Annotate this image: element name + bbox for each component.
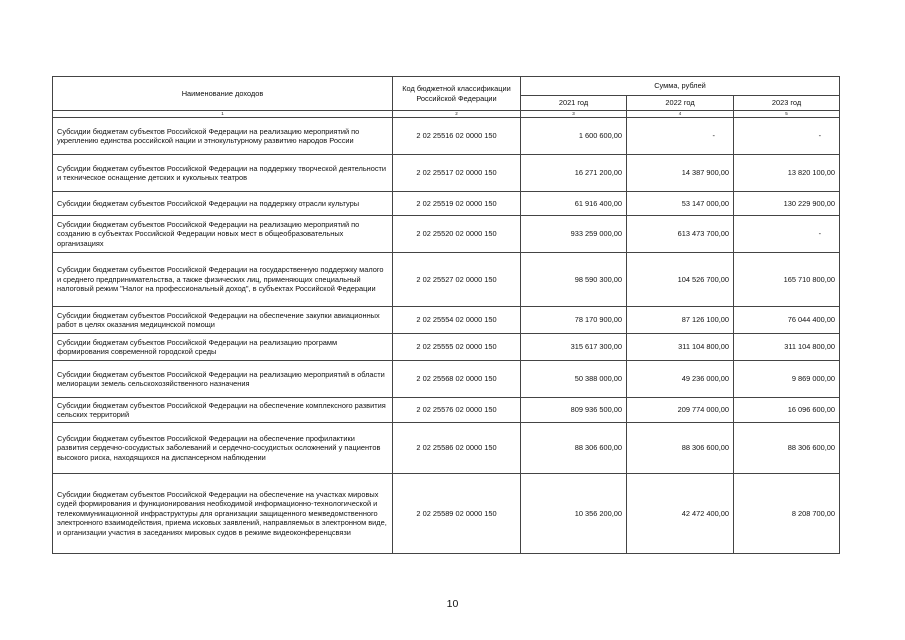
budget-code-cell: 2 02 25589 02 0000 150 — [393, 474, 521, 554]
table-row — [53, 253, 840, 307]
amount-2023-cell: 16 096 600,00 — [734, 398, 840, 423]
amount-2022-cell: 42 472 400,00 — [627, 474, 734, 554]
amount-2021-cell: 88 306 600,00 — [521, 423, 627, 474]
budget-code-cell: 2 02 25586 02 0000 150 — [393, 423, 521, 474]
budget-code-cell: 2 02 25519 02 0000 150 — [393, 192, 521, 216]
amount-2023-cell: 8 208 700,00 — [734, 474, 840, 554]
amount-2021-cell: 10 356 200,00 — [521, 474, 627, 554]
header-year-2023: 2023 год — [734, 96, 840, 111]
amount-2022-cell: 49 236 000,00 — [627, 361, 734, 398]
table-row — [53, 334, 840, 361]
amount-2021-cell: 16 271 200,00 — [521, 155, 627, 192]
amount-2022-cell: 88 306 600,00 — [627, 423, 734, 474]
amount-2023-cell: 76 044 400,00 — [734, 307, 840, 334]
amount-2023-cell: 9 869 000,00 — [734, 361, 840, 398]
table-row — [53, 216, 840, 253]
header-budget-code: Код бюджетной классификации Российской Федерации — [393, 77, 521, 111]
column-number: 4 — [627, 111, 734, 118]
budget-code-cell: 2 02 25554 02 0000 150 — [393, 307, 521, 334]
amount-2023-cell: 311 104 800,00 — [734, 334, 840, 361]
header-year-2022: 2022 год — [627, 96, 734, 111]
amount-2023-cell: 130 229 900,00 — [734, 192, 840, 216]
amount-2021-cell: 50 388 000,00 — [521, 361, 627, 398]
column-number: 2 — [393, 111, 521, 118]
amount-2021-cell: 78 170 900,00 — [521, 307, 627, 334]
amount-2021-cell: 98 590 300,00 — [521, 253, 627, 307]
column-number: 5 — [734, 111, 840, 118]
revenue-name-cell: Субсидии бюджетам субъектов Российской Федерации на обеспечение закупки авиационных работ в целях оказания медицинской помощи — [53, 307, 393, 334]
budget-code-cell: 2 02 25517 02 0000 150 — [393, 155, 521, 192]
revenue-name-cell: Субсидии бюджетам субъектов Российской Федерации на реализацию мероприятий по укреплению единства российской нации и этнокультурному развитию народов России — [53, 118, 393, 155]
table-row — [53, 307, 840, 334]
amount-2021-cell: 315 617 300,00 — [521, 334, 627, 361]
table-row — [53, 361, 840, 398]
amount-2023-cell: 88 306 600,00 — [734, 423, 840, 474]
amount-2022-cell: 311 104 800,00 — [627, 334, 734, 361]
amount-2021-cell: 933 259 000,00 — [521, 216, 627, 253]
amount-2022-cell: - — [627, 118, 734, 155]
revenue-name-cell: Субсидии бюджетам субъектов Российской Федерации на поддержку отрасли культуры — [53, 192, 393, 216]
budget-code-cell: 2 02 25516 02 0000 150 — [393, 118, 521, 155]
revenue-name-cell: Субсидии бюджетам субъектов Российской Федерации на поддержку творческой деятельности и техническое оснащение детских и кукольных театров — [53, 155, 393, 192]
budget-code-cell: 2 02 25576 02 0000 150 — [393, 398, 521, 423]
budget-code-cell: 2 02 25568 02 0000 150 — [393, 361, 521, 398]
budget-code-cell: 2 02 25527 02 0000 150 — [393, 253, 521, 307]
column-number: 1 — [53, 111, 393, 118]
header-year-2021: 2021 год — [521, 96, 627, 111]
page-number: 10 — [446, 598, 459, 610]
amount-2023-cell: 13 820 100,00 — [734, 155, 840, 192]
table-row — [53, 155, 840, 192]
amount-2023-cell: - — [734, 216, 840, 253]
column-number: 3 — [521, 111, 627, 118]
revenue-name-cell: Субсидии бюджетам субъектов Российской Федерации на реализацию мероприятий по созданию в субъектах Российской Федерации новых мест в общеобразовательных организациях — [53, 216, 393, 253]
revenue-name-cell: Субсидии бюджетам субъектов Российской Федерации на государственную поддержку малого и среднего предпринимательства, а также физических лиц, применяющих специальный налоговый режим "Налог на профессиональный доход", в субъектах Российской Федерации — [53, 253, 393, 307]
amount-2023-cell: - — [734, 118, 840, 155]
amount-2022-cell: 14 387 900,00 — [627, 155, 734, 192]
table-row — [53, 423, 840, 474]
revenue-name-cell: Субсидии бюджетам субъектов Российской Федерации на реализацию мероприятий в области мелиорации земель сельскохозяйственного назначения — [53, 361, 393, 398]
amount-2022-cell: 613 473 700,00 — [627, 216, 734, 253]
revenue-table — [52, 76, 840, 554]
amount-2022-cell: 104 526 700,00 — [627, 253, 734, 307]
amount-2021-cell: 61 916 400,00 — [521, 192, 627, 216]
header-revenue-name: Наименование доходов — [53, 77, 393, 111]
amount-2022-cell: 209 774 000,00 — [627, 398, 734, 423]
table-row — [53, 474, 840, 554]
amount-2023-cell: 165 710 800,00 — [734, 253, 840, 307]
header-sum: Сумма, рублей — [521, 77, 840, 96]
table-row — [53, 398, 840, 423]
budget-code-cell: 2 02 25555 02 0000 150 — [393, 334, 521, 361]
revenue-name-cell: Субсидии бюджетам субъектов Российской Федерации на обеспечение профилактики развития сердечно-сосудистых заболеваний и сердечно-сосудистых осложнений у пациентов высокого риска, находящихся на диспансерном наблюдении — [53, 423, 393, 474]
amount-2021-cell: 809 936 500,00 — [521, 398, 627, 423]
amount-2021-cell: 1 600 600,00 — [521, 118, 627, 155]
revenue-name-cell: Субсидии бюджетам субъектов Российской Федерации на реализацию программ формирования современной городской среды — [53, 334, 393, 361]
amount-2022-cell: 87 126 100,00 — [627, 307, 734, 334]
table-row — [53, 192, 840, 216]
amount-2022-cell: 53 147 000,00 — [627, 192, 734, 216]
table-row — [53, 118, 840, 155]
budget-code-cell: 2 02 25520 02 0000 150 — [393, 216, 521, 253]
revenue-name-cell: Субсидии бюджетам субъектов Российской Федерации на обеспечение комплексного развития сельских территорий — [53, 398, 393, 423]
revenue-name-cell: Субсидии бюджетам субъектов Российской Федерации на обеспечение на участках мировых судей формирования и функционирования необходимой информационно-технологической и телекоммуникационной инфраструктуры для организации защищенного межведомственного электронного взаимодействия, приема исковых заявлений, направляемых в электронном виде, и организации участия в заседаниях мировых судов в режиме видеоконференцсвязи — [53, 474, 393, 554]
